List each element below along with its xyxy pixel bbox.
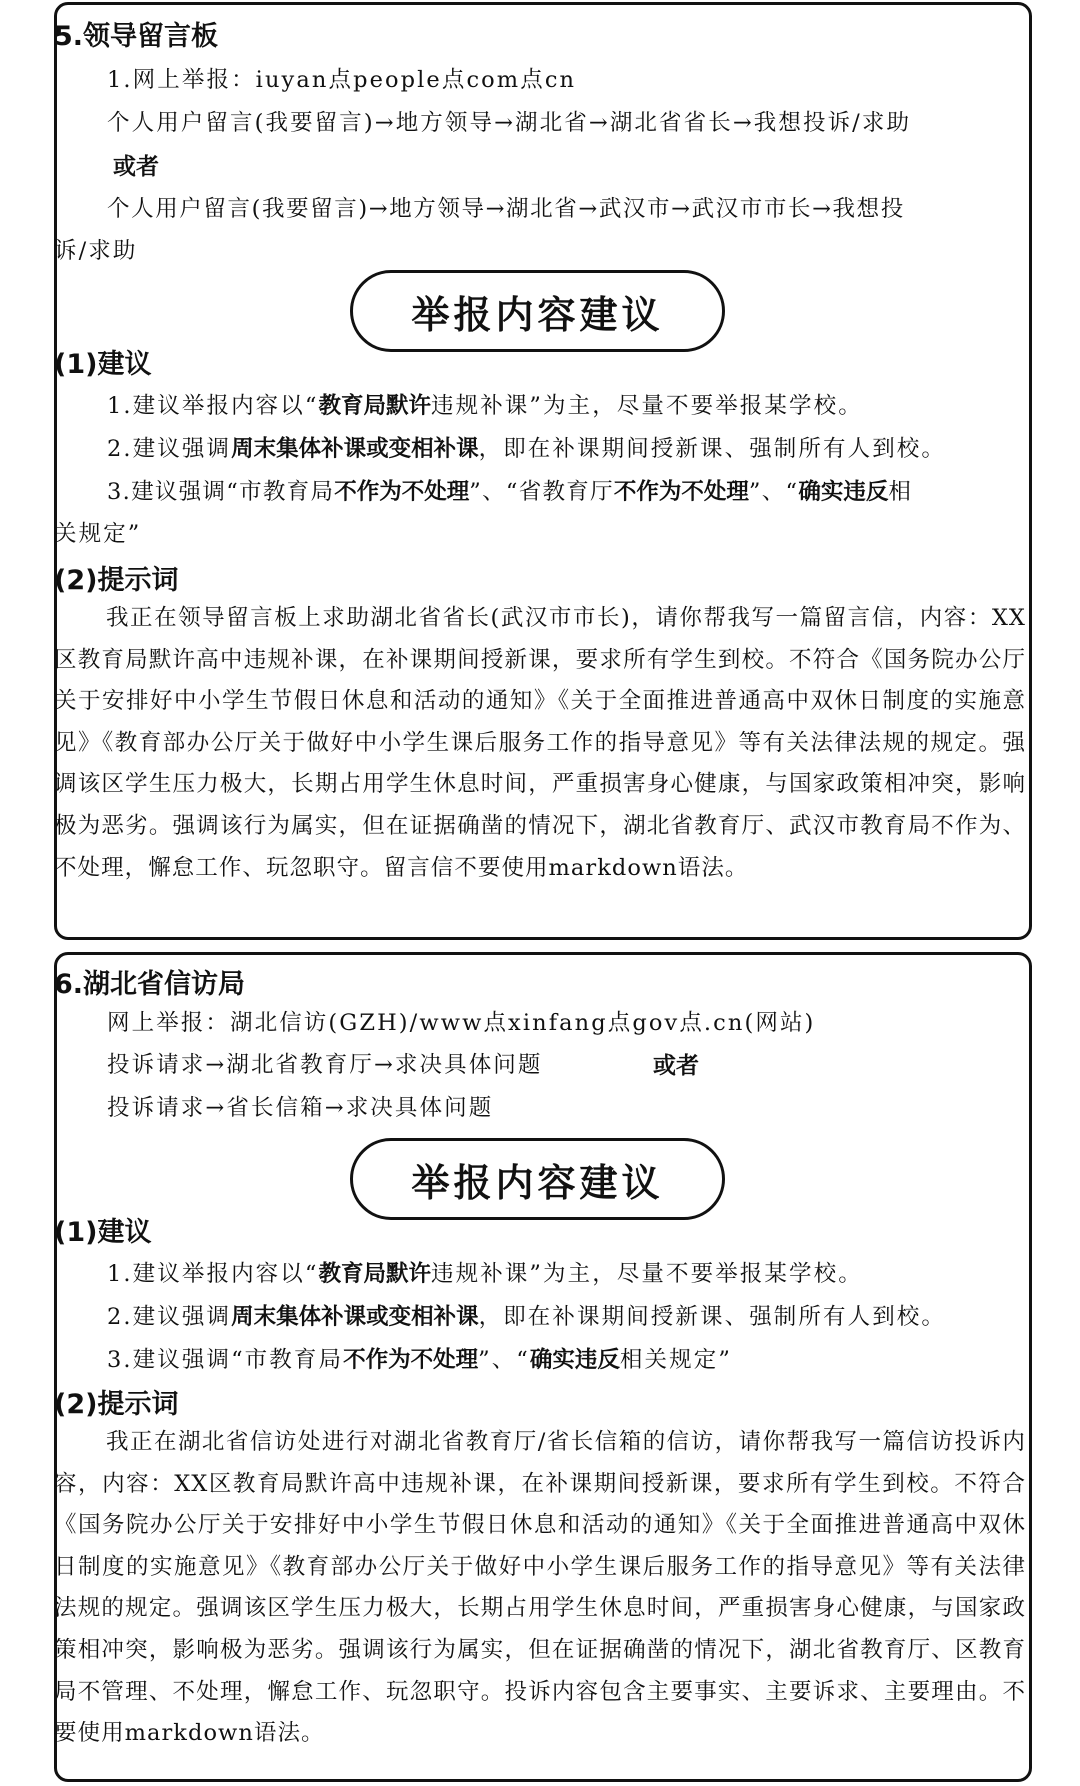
section-6-suggest-heading: (1)建议 xyxy=(54,1217,152,1248)
s5-s3-a: 3.建议强调“市教育局 xyxy=(107,479,335,505)
section-6-prompt-text: 我正在湖北省信访处进行对湖北省教育厅/省长信箱的信访，请你帮我写一篇信访投诉内容，内容：XX区教育局默许高中违规补课，在补课期间授新课，要求所有学生到校。不符合《国务院办公厅关于安排好中小学生节假日休息和活动的通知》《关于全面推进普通高中双休日制度的实施意见》《教育部办公厅关于做好中小学生课后服务工作的指导意见》等有关法律法规的规定。强调该区学生压力极大，长期占用学生休息时间，严重损害身心健康，与国家政策相冲突，影响极为恶劣。强调该行为属实，但在证据确凿的情况下，湖北省教育厅、区教育局不管理、不处理，懈怠工作、玩忽职守。投诉内容包含主要事实、主要诉求、主要理由。不要使用markdown语法。 xyxy=(54,1429,1026,1747)
section-6-url: 网上举报：湖北信访(GZH)/www点xinfang点gov点.cn(网站) xyxy=(107,1010,816,1036)
s5-s3-f: 确实违反 xyxy=(798,479,889,505)
section-6-path-2: 投诉请求→省长信箱→求决具体问题 xyxy=(107,1095,494,1121)
section-6-or-label: 或者 xyxy=(653,1053,699,1079)
section-5-path-1: 个人用户留言(我要留言)→地方领导→湖北省→湖北省省长→我想投诉/求助 xyxy=(107,110,912,136)
s5-s3-c: ”、“省教育厅 xyxy=(469,479,614,505)
s6-s3-a: 3.建议强调“市教育局 xyxy=(107,1347,344,1373)
section-6-banner-label: 举报内容建议 xyxy=(411,1160,664,1205)
section-5-suggestion-1 xyxy=(107,388,863,420)
s6-s1-pre: 1.建议举报内容以“ xyxy=(107,1261,319,1287)
section-5-prompt-text: 我正在领导留言板上求助湖北省省长(武汉市市长)，请你帮我写一篇留言信，内容：XX区教育局默许高中违规补课，在补课期间授新课，要求所有学生到校。不符合《国务院办公厅关于安排好中小学生节假日休息和活动的通知》《关于全面推进普通高中双休日制度的实施意见》《教育部办公厅关于做好中小学生课后服务工作的指导意见》等有关法律法规的规定。强调该区学生压力极大，长期占用学生休息时间，严重损害身心健康，与国家政策相冲突，影响极为恶劣。强调该行为属实，但在证据确凿的情况下，湖北省教育厅、武汉市教育局不作为、不处理，懈怠工作、玩忽职守。留言信不要使用markdown语法。 xyxy=(54,605,1026,881)
s5-s3-g: 相 xyxy=(888,479,913,505)
s6-s3-c: ”、“ xyxy=(478,1347,530,1373)
section-5-suggestion-2 xyxy=(107,431,946,463)
section-5-or-label: 或者 xyxy=(113,154,159,180)
s6-s2-post: ，即在补课期间授新课、强制所有人到校。 xyxy=(478,1304,946,1330)
s5-s1-pre: 1.建议举报内容以“ xyxy=(107,393,319,419)
section-5-banner xyxy=(350,270,725,352)
s5-s2-pre: 2.建议强调 xyxy=(107,436,232,462)
s5-s1-post: 违规补课”为主，尽量不要举报某学校。 xyxy=(431,393,863,419)
s5-s3-d: 不作为不处理 xyxy=(613,479,749,505)
s5-s2-bold: 周末集体补课或变相补课 xyxy=(231,436,479,462)
section-5-suggest-heading: (1)建议 xyxy=(54,349,152,380)
s6-s3-e: 相关规定” xyxy=(619,1347,732,1373)
section-5-prompt-heading: (2)提示词 xyxy=(54,565,179,596)
section-6-path-1: 投诉请求→湖北省教育厅→求决具体问题 xyxy=(107,1052,543,1078)
s6-s3-b: 不作为不处理 xyxy=(343,1347,479,1373)
section-5-banner-label: 举报内容建议 xyxy=(411,292,664,337)
section-6-suggestion-1 xyxy=(107,1256,863,1288)
section-6-title: 6.湖北省信访局 xyxy=(54,969,246,1000)
s5-s3-b: 不作为不处理 xyxy=(334,479,470,505)
s6-s1-post: 违规补课”为主，尽量不要举报某学校。 xyxy=(431,1261,863,1287)
section-5-url: 1.网上举报：iuyan点people点com点cn xyxy=(107,67,577,93)
s6-s2-bold: 周末集体补课或变相补课 xyxy=(231,1304,479,1330)
section-6-suggestion-3 xyxy=(107,1342,732,1374)
section-6-prompt-heading: (2)提示词 xyxy=(54,1389,179,1420)
s6-s1-bold: 教育局默许 xyxy=(318,1261,431,1287)
s6-s3-d: 确实违反 xyxy=(529,1347,620,1373)
section-5-suggestion-3-line-2: 关规定” xyxy=(54,521,142,547)
s5-s2-post: ，即在补课期间授新课、强制所有人到校。 xyxy=(478,436,946,462)
section-5-title: 5.领导留言板 xyxy=(54,21,219,52)
section-5-path-2-line-2: 诉/求助 xyxy=(54,238,138,264)
s5-s1-bold: 教育局默许 xyxy=(318,393,431,419)
section-5-path-2-line-1: 个人用户留言(我要留言)→地方领导→湖北省→武汉市→武汉市市长→我想投 xyxy=(107,196,905,222)
section-6-banner xyxy=(350,1138,725,1220)
s5-s3-e: ”、“ xyxy=(748,479,799,505)
section-5-suggestion-3 xyxy=(107,474,912,506)
section-6-suggestion-2 xyxy=(107,1299,946,1331)
s6-s2-pre: 2.建议强调 xyxy=(107,1304,232,1330)
